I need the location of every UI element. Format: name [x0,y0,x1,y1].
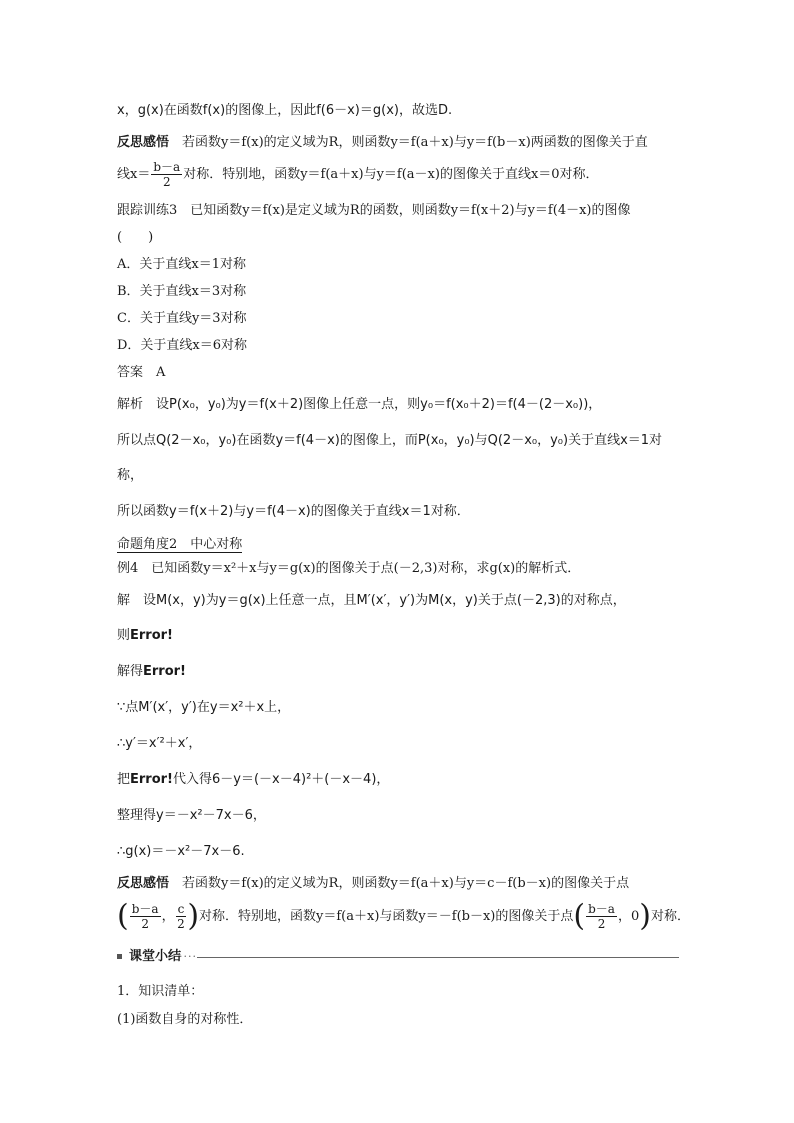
reflection-line-2 [117,158,679,192]
fraction-denominator: 2 [597,917,606,931]
fraction-numerator: c [177,902,185,916]
option-d: D．关于直线x＝6对称 [117,338,248,353]
reflection-label: 反思感悟 [117,135,170,150]
square-bullet-icon [117,954,122,959]
fraction [130,902,161,931]
solution-line-5: ∴y′＝x′²＋x′， [117,736,202,751]
error-placeholder: Error! [130,628,173,643]
section-heading-row [117,537,679,553]
continuation-text: x，g(x)在函数f(x)的图像上，因此f(6－x)＝g(x)，故选D. [117,103,453,118]
reflection-2-line-2 [117,898,690,935]
solution-line-4: ∵点M′(x′，y′)在y＝x²＋x上， [117,700,291,715]
reflection-text: 对称．特别地，函数y＝f(a＋x)与y＝f(a－x)的图像关于直线x＝0对称． [183,167,599,182]
error-placeholder: Error! [130,772,173,787]
section-heading: 命题角度2 中心对称 [117,537,243,552]
reflection-text: 若函数y＝f(x)的定义域为R，则函数y＝f(a＋x)与y＝f(b－x)两函数的图像关于直 [182,135,648,150]
divider [197,957,679,958]
reflection-text: 对称．特别地，函数y＝f(a＋x)与函数y＝－f(b－x)的图像关于点 [199,909,574,924]
reflection-text: 若函数y＝f(x)的定义域为R，则函数y＝f(a＋x)与y＝c－f(b－x)的图像关于点 [182,876,630,891]
fraction-denominator: 2 [141,917,149,931]
analysis-line-3: 称， [117,468,144,483]
solution-text: 则 [117,628,131,643]
right-paren: ) [187,898,200,934]
summary-header [117,949,679,967]
fraction-denominator: 2 [177,917,185,931]
solution-line-1: 解 设M(x，y)为y＝g(x)上任意一点，且M′(x′，y′)为M(x，y)关于点(－2,3)的对称点， [117,593,626,608]
solution-line-6 [117,772,679,788]
fraction-denominator: 2 [162,175,171,189]
fraction-numerator: b－a [131,902,159,916]
analysis-line-1: 解析 设P(x₀，y₀)为y＝f(x＋2)图像上任意一点，则y₀＝f(x₀＋2)＝f(4－(2－x₀))， [117,397,602,412]
left-paren: ( [573,898,586,934]
text-line [117,103,679,119]
summary-line-1: 1．知识清单： [117,984,204,999]
separator: ， [161,909,175,924]
solution-text: 把 [117,772,131,787]
solution-line-2 [117,628,679,644]
fraction [176,902,187,931]
fraction [586,902,617,931]
solution-line-8: ∴g(x)＝－x²－7x－6. [117,844,245,859]
fraction-numerator: b－a [588,902,615,916]
left-paren: ( [117,898,129,934]
example-4: 例4 已知函数y＝x²＋x与y＝g(x)的图像关于点(－2,3)对称，求g(x)的解析式． [117,561,581,576]
right-paren: ) [639,898,651,934]
option-b: B．关于直线x＝3对称 [117,284,247,299]
reflection-text: 对称． [650,909,690,924]
summary-title: 课堂小结 [129,949,182,964]
solution-line-7: 整理得y＝－x²－7x－6， [117,808,266,823]
answer-line: 答案 A [117,365,166,380]
analysis-line-4: 所以函数y＝f(x＋2)与y＝f(4－x)的图像关于直线x＝1对称． [117,504,470,519]
reflection-text: 线x＝ [117,167,151,182]
answer-bracket: ( ) [117,230,154,245]
solution-line-3 [117,664,679,680]
reflection-label: 反思感悟 [117,876,170,891]
option-c: C．关于直线y＝3对称 [117,311,247,326]
option-a: A．关于直线x＝1对称 [117,257,246,272]
reflection-block-1 [117,135,679,151]
error-placeholder: Error! [143,664,186,679]
dotted-leader-icon: ···· [179,950,197,963]
summary-line-2: (1)函数自身的对称性． [117,1012,253,1027]
fraction-numerator: b－a [153,160,181,174]
exercise-question: 跟踪训练3 已知函数y＝f(x)是定义域为R的函数，则函数y＝f(x＋2)与y＝f(4－x)的图像 [117,203,631,218]
reflection-text: ，0 [617,909,640,924]
fraction [151,160,182,189]
analysis-line-2: 所以点Q(2－x₀，y₀)在函数y＝f(4－x)的图像上，而P(x₀，y₀)与Q(2－x₀，y₀)关于直线x＝1对 [117,433,663,448]
solution-text: 解得 [117,664,144,679]
reflection-block-2 [117,876,679,892]
solution-text: 代入得6－y＝(－x－4)²＋(－x－4)， [173,772,390,787]
